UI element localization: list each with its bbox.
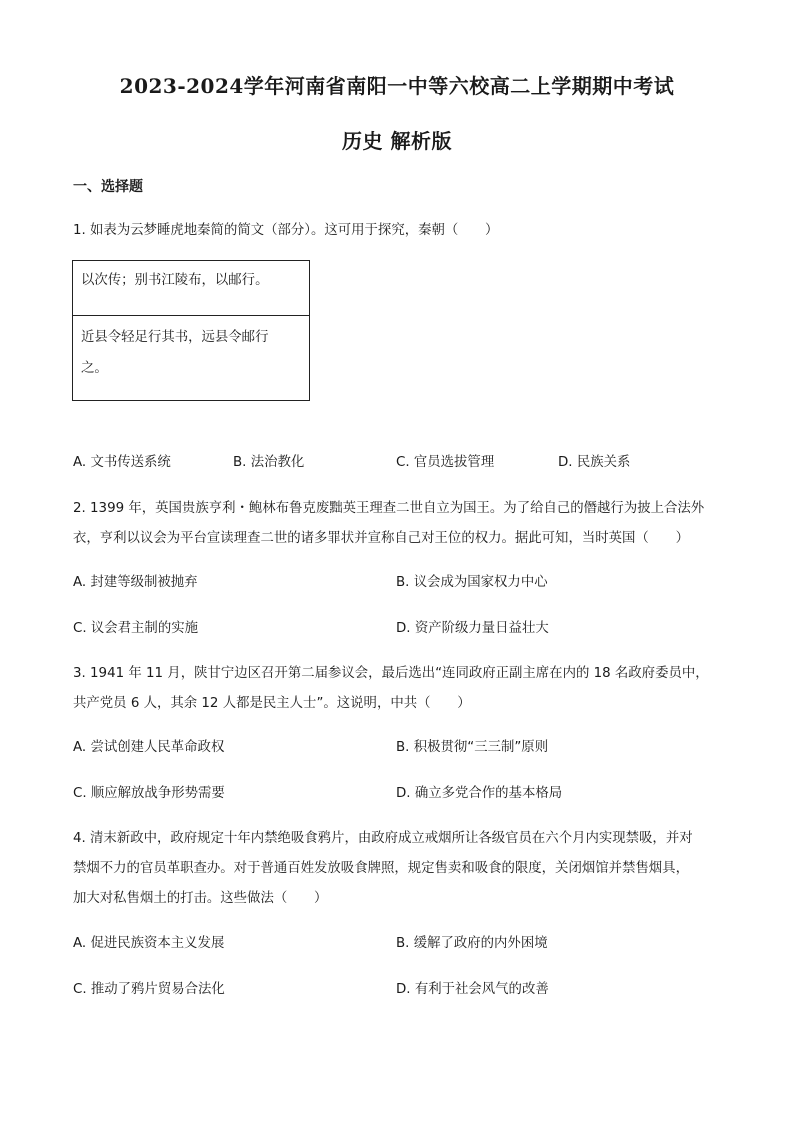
- document-title: 2023-2024学年河南省南阳一中等六校高二上学期期中考试: [119, 74, 675, 98]
- question-4-option-d: D. 有利于社会风气的改善: [396, 982, 549, 997]
- source-table-cell: 近县令轻足行其书，远县令邮行: [81, 330, 269, 345]
- question-4-stem: 加大对私售烟土的打击。这些做法（ ）: [73, 891, 328, 906]
- question-4-stem: 4. 清末新政中，政府规定十年内禁绝吸食鸦片，由政府成立戒烟所让各级官员在六个月内实现禁吸，并对: [73, 831, 693, 846]
- question-2-stem: 2. 1399 年，英国贵族亨利・鲍林布鲁克废黜英王理查二世自立为国王。为了给自己的僭越行为披上合法外: [73, 501, 705, 516]
- question-4-option-a: A. 促进民族资本主义发展: [73, 936, 225, 951]
- question-1-stem: 1. 如表为云梦睡虎地秦简的简文（部分）。这可用于探究，秦朝（ ）: [73, 223, 499, 238]
- question-3-option-c: C. 顺应解放战争形势需要: [73, 786, 225, 801]
- source-table-cell: 之。: [81, 361, 108, 376]
- question-1-option-b: B. 法治教化: [233, 455, 305, 470]
- question-4-option-b: B. 缓解了政府的内外困境: [396, 936, 548, 951]
- source-table-row: [73, 261, 309, 316]
- question-2-option-d: D. 资产阶级力量日益壮大: [396, 621, 549, 636]
- question-4-stem: 禁烟不力的官员革职查办。对于普通百姓发放吸食牌照，规定售卖和吸食的限度，关闭烟馆并禁售烟具，: [73, 861, 689, 876]
- question-3-stem: 3. 1941 年 11 月，陕甘宁边区召开第二届参议会，最后选出“连同政府正副主席在内的 18 名政府委员中，: [73, 666, 709, 681]
- question-3-option-a: A. 尝试创建人民革命政权: [73, 740, 225, 755]
- source-table-cell: 以次传；别书江陵布，以邮行。: [81, 273, 269, 288]
- question-1-option-d: D. 民族关系: [558, 455, 631, 470]
- question-2-option-b: B. 议会成为国家权力中心: [396, 575, 548, 590]
- source-table: [72, 260, 310, 401]
- question-2-stem: 衣，亨利以议会为平台宣读理查二世的诸多罪状并宣称自己对王位的权力。据此可知，当时英国（ ）: [73, 531, 689, 546]
- document-subtitle: 历史 解析版: [342, 129, 452, 153]
- question-1-option-c: C. 官员选拔管理: [396, 455, 495, 470]
- question-4-option-c: C. 推动了鸦片贸易合法化: [73, 982, 225, 997]
- question-3-option-b: B. 积极贯彻“三三制”原则: [396, 740, 549, 755]
- question-2-option-a: A. 封建等级制被抛弃: [73, 575, 198, 590]
- question-3-stem: 共产党员 6 人，其余 12 人都是民主人士”。这说明，中共（ ）: [73, 696, 471, 711]
- question-1-option-a: A. 文书传送系统: [73, 455, 171, 470]
- question-3-option-d: D. 确立多党合作的基本格局: [396, 786, 563, 801]
- question-2-option-c: C. 议会君主制的实施: [73, 621, 198, 636]
- section-heading: 一、选择题: [73, 179, 143, 195]
